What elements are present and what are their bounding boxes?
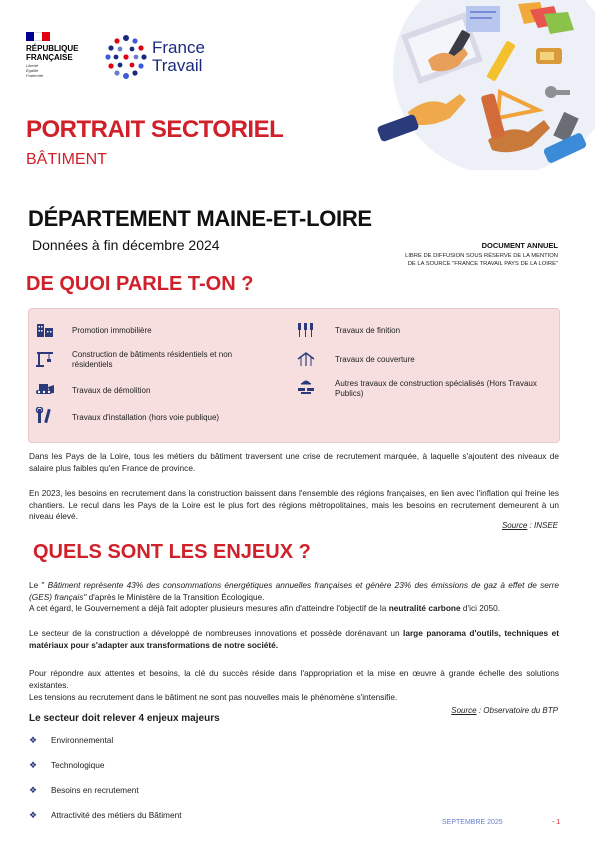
enjeux-paragraph-2: A cet égard, le Gouvernement a déjà fait adopter plusieurs mesures afin d'atteindre l'objectif de la neutralité carbone d'ici 2050. <box>29 603 501 613</box>
list-item: ❖ Attractivité des métiers du Bâtiment <box>29 810 182 820</box>
republique-francaise-logo: RÉPUBLIQUE FRANÇAISE <box>26 44 79 62</box>
recruitment-paragraph: En 2023, les besoins en recrutement dans la construction baissent dans l'ensemble des régions françaises, en lien avec l'inflation qui freine les chantiers. Le recul dans les Pays de la Loire est le plus fort des régions métropolitaines, mais les besoins en recrutement demeurent à un niveau élevé. <box>29 488 559 521</box>
diamond-bullet-icon: ❖ <box>29 785 38 795</box>
activity-label: Travaux de couverture <box>335 355 415 364</box>
enjeux-paragraph-3: Le secteur de la construction a développé de nombreuses innovations et possède dorénavant un large panorama d'outils, techniques et matériaux pour s'adapter aux transformations de notre société. <box>29 628 559 650</box>
wrench-icon <box>35 407 55 425</box>
footer-date: SEPTEMBRE 2025 <box>442 819 503 826</box>
data-date-line: Données à fin décembre 2024 <box>32 237 220 253</box>
activity-label: Travaux de finition <box>335 326 401 335</box>
document-annuel-label: DOCUMENT ANNUEL <box>481 241 558 250</box>
activity-label: Travaux de démolition <box>72 386 151 395</box>
diffusion-notice: LIBRE DE DIFFUSION SOUS RÉSERVE DE LA MENTION DE LA SOURCE "FRANCE TRAVAIL PAYS DE LA LOIRE" <box>405 253 558 267</box>
marianne-flag-icon <box>26 32 50 41</box>
enjeux-paragraph-4: Pour répondre aux attentes et besoins, la clé du succès réside dans l'appropriation et la mise en œuvre à grande échelle des solutions existantes. <box>29 668 559 690</box>
enjeux-subheading: Le secteur doit relever 4 enjeux majeurs <box>29 713 220 724</box>
section-heading-de-quoi: DE QUOI PARLE T-ON ? <box>26 273 254 295</box>
source-insee: Source : INSEE <box>501 521 558 530</box>
page-title: PORTRAIT SECTORIEL <box>26 116 284 143</box>
department-heading: DÉPARTEMENT MAINE-ET-LOIRE <box>28 206 372 231</box>
section-heading-enjeux: QUELS SONT LES ENJEUX ? <box>33 541 311 563</box>
france-travail-logo-icon <box>104 32 148 80</box>
bulldozer-icon <box>35 379 55 397</box>
roof-icon <box>296 350 316 368</box>
worker-icon <box>296 377 316 395</box>
diamond-bullet-icon: ❖ <box>29 735 38 745</box>
page-number: - 1 <box>552 819 561 826</box>
activity-label: Travaux d'installation (hors voie publique) <box>72 413 220 422</box>
source-observatoire: Source : Observatoire du BTP <box>451 706 558 715</box>
activity-label: Construction de bâtiments résidentiels et non résidentiels <box>72 350 233 369</box>
brushes-icon <box>296 321 316 339</box>
intro-paragraph: Dans les Pays de la Loire, tous les métiers du bâtiment traversent une crise de recrutement marquée, à laquelle s'ajoutent des niveaux de salaire plus faibles qu'en France de province. <box>29 451 559 473</box>
diamond-bullet-icon: ❖ <box>29 810 38 820</box>
construction-tools-illustration <box>368 0 595 170</box>
enjeux-paragraph-5: Les tensions au recrutement dans le bâtiment ne sont pas nouvelles mais le phénomène s'intensifie. <box>29 692 398 702</box>
page-subtitle: BÂTIMENT <box>26 151 107 168</box>
republic-motto: Liberté Égalité Fraternité <box>26 63 44 78</box>
enjeux-paragraph-1: Le " Bâtiment représente 43% des consommations énergétiques annuelles françaises et génère 23% des émissions de gaz à effet de serre (GES) français" d'après le Ministère de la Transition Écologique. <box>29 580 559 602</box>
activity-label: Promotion immobilière <box>72 326 152 335</box>
crane-icon <box>35 350 55 368</box>
list-item: ❖ Technologique <box>29 760 105 770</box>
diamond-bullet-icon: ❖ <box>29 760 38 770</box>
france-travail-wordmark: France Travail <box>152 38 205 75</box>
activities-panel <box>28 308 560 443</box>
activity-label: Autres travaux de construction spécialisés (Hors Travaux Publics) <box>335 379 537 398</box>
list-item: ❖ Besoins en recrutement <box>29 785 139 795</box>
list-item: ❖ Environnemental <box>29 735 114 745</box>
building-icon <box>35 321 55 339</box>
